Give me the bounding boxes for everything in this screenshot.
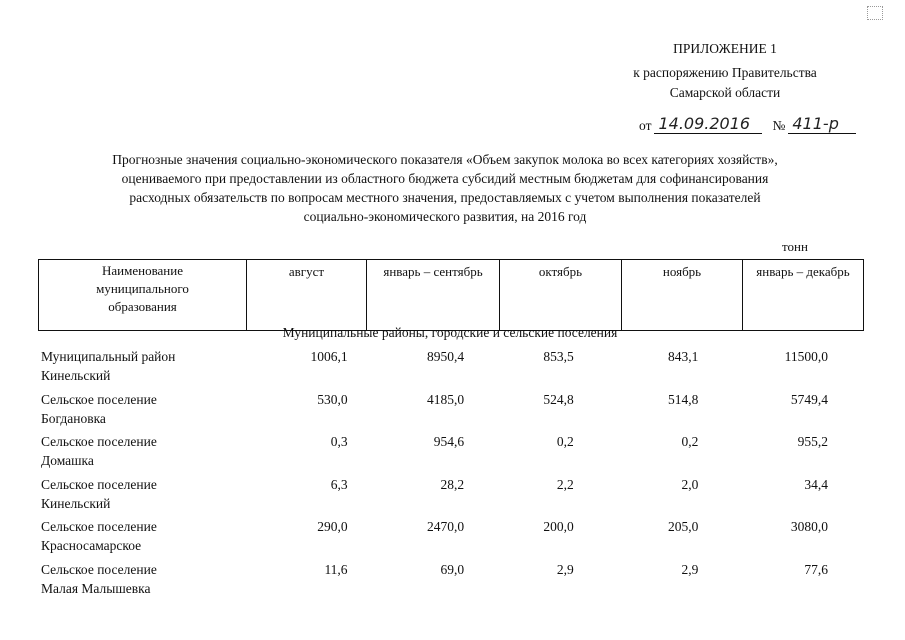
cell-jan-dec: 34,4 — [804, 476, 828, 492]
cell-october: 524,8 — [543, 391, 574, 407]
municipality-name-line: Сельское поселение — [41, 561, 157, 577]
heading-line-2: оцениваемого при предоставлении из областного бюджета субсидий местным бюджетам для софинансирования — [121, 171, 769, 186]
table-row — [38, 517, 863, 560]
cell-jan-dec: 955,2 — [797, 434, 828, 449]
heading-line-1: Прогнозные значения социально-экономического показателя «Объем закупок молока во всех категориях хозяйств», — [112, 152, 778, 167]
table-row — [38, 347, 863, 390]
municipality-name-line: Сельское поселение — [41, 391, 157, 407]
cell-november: 843,1 — [668, 349, 699, 364]
document-heading — [40, 150, 850, 226]
municipality-name — [38, 432, 248, 475]
municipality-name-line: Кинельский — [41, 368, 111, 383]
municipality-name-line: Кинельский — [41, 495, 111, 511]
municipality-name-line: Сельское поселение — [41, 519, 157, 534]
cell-november: 2,9 — [681, 561, 699, 577]
column-header-november: ноябрь — [622, 260, 743, 331]
heading-line-4: социально-экономического развития, на 2016 год — [303, 209, 587, 224]
cell-august: 1006,1 — [310, 349, 348, 364]
municipality-name-line: Богдановка — [41, 410, 106, 426]
cell-jan-dec: 5749,4 — [790, 391, 828, 407]
cell-august: 6,3 — [330, 476, 348, 492]
municipality-name-line: Красносамарское — [41, 538, 142, 553]
table-row — [38, 560, 863, 603]
municipality-name-line: Муниципальный район — [41, 349, 176, 364]
cell-november: 2,0 — [681, 476, 699, 492]
cell-august: 11,6 — [324, 561, 348, 577]
table-row — [38, 475, 863, 518]
municipality-name — [38, 347, 248, 390]
municipality-name-line: Малая Малышевка — [41, 580, 151, 596]
cell-october: 2,9 — [556, 561, 574, 577]
cell-jan-sep: 4185,0 — [426, 391, 465, 407]
table-body — [38, 347, 863, 602]
cell-november: 514,8 — [668, 391, 699, 407]
cell-jan-sep: 8950,4 — [426, 349, 465, 364]
section-heading: Муниципальные районы, городские и сельские поселения — [282, 325, 618, 340]
cell-october: 853,5 — [543, 349, 574, 364]
table-row — [38, 390, 863, 433]
cell-november: 205,0 — [668, 519, 699, 534]
decree-date-handwritten: 14.09.2016 — [654, 115, 762, 134]
column-header-august: август — [247, 260, 367, 331]
column-header-jan-dec: январь – декабрь — [743, 260, 864, 331]
heading-line-3: расходных обязательств по вопросам местного значения, предоставляемых с учетом выполнения показателей — [129, 190, 761, 205]
cell-jan-sep: 2470,0 — [426, 519, 465, 534]
cell-jan-sep: 69,0 — [440, 561, 465, 577]
municipality-name — [38, 517, 248, 560]
appendix-line-3: Самарской области — [669, 85, 781, 100]
decree-number-handwritten: 411-р — [788, 115, 856, 134]
cell-october: 200,0 — [543, 519, 574, 534]
decree-number-label: № — [772, 118, 786, 133]
decree-from-label: от — [639, 118, 652, 133]
column-header-municipality: Наименование муниципального образования — [39, 260, 247, 331]
cell-october: 2,2 — [556, 476, 574, 492]
table-header — [38, 259, 864, 331]
municipality-name — [38, 475, 248, 518]
cell-october: 0,2 — [556, 434, 574, 449]
municipality-name-line: Домашка — [41, 453, 94, 468]
appendix-line-2: к распоряжению Правительства — [633, 65, 817, 80]
municipality-name — [38, 390, 248, 433]
municipality-name-line: Сельское поселение — [41, 476, 157, 492]
cell-august: 530,0 — [317, 391, 348, 407]
cell-jan-dec: 3080,0 — [790, 519, 828, 534]
cell-jan-dec: 77,6 — [804, 561, 828, 577]
page-corner-mark — [867, 6, 883, 20]
cell-jan-sep: 954,6 — [433, 434, 465, 449]
table-row — [38, 432, 863, 475]
municipality-name — [38, 560, 248, 603]
unit-label: тонн — [782, 239, 808, 254]
column-header-jan-sep: январь – сентябрь — [367, 260, 500, 331]
cell-jan-dec: 11500,0 — [784, 349, 828, 364]
appendix-title: ПРИЛОЖЕНИЕ 1 — [673, 41, 777, 56]
column-header-october: октябрь — [500, 260, 622, 331]
decree-reference — [636, 115, 856, 134]
municipality-name-line: Сельское поселение — [41, 434, 157, 449]
cell-august: 290,0 — [317, 519, 348, 534]
cell-jan-sep: 28,2 — [440, 476, 465, 492]
cell-november: 0,2 — [681, 434, 699, 449]
cell-august: 0,3 — [330, 434, 348, 449]
